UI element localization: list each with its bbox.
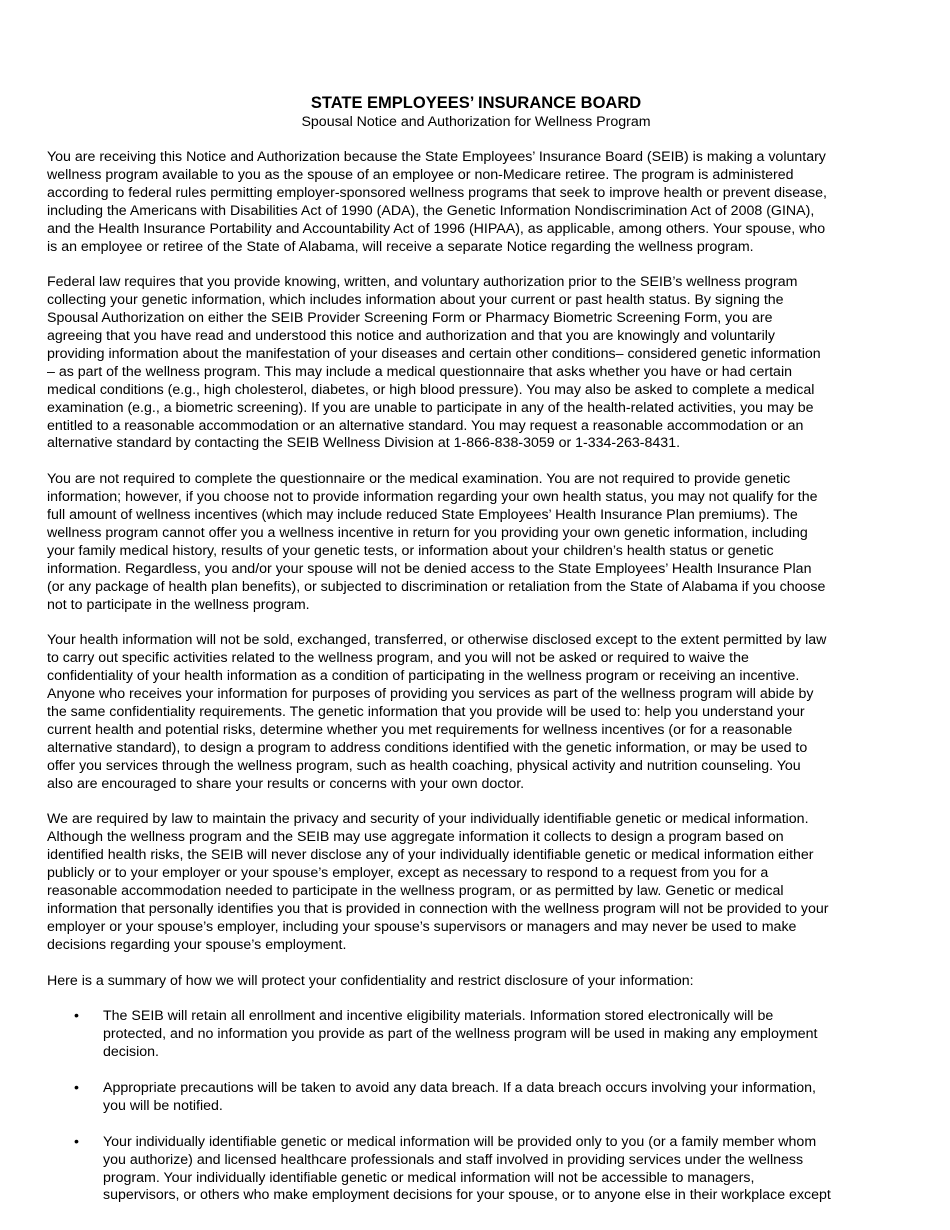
- paragraph-line: your family medical history, results of your genetic tests, or information about your children’s health status or genetic: [47, 542, 774, 559]
- bullet-icon: •: [74, 1080, 79, 1097]
- page-title: STATE EMPLOYEES’ INSURANCE BOARD: [310, 94, 642, 112]
- body-paragraph: [47, 471, 905, 614]
- paragraph-line: Here is a summary of how we will protect your confidentiality and restrict disclosure of your information:: [47, 972, 694, 989]
- paragraph-line: medical conditions (e.g., high cholesterol, diabetes, or high blood pressure). You may also be asked to complete a medical: [47, 381, 815, 398]
- paragraph-line: You are receiving this Notice and Authorization because the State Employees’ Insurance Board (SEIB) is making a voluntary: [47, 149, 826, 165]
- bullet-line: The SEIB will retain all enrollment and incentive eligibility materials. Information stored electronically will be: [103, 1008, 774, 1025]
- bullet-line: decision.: [103, 1044, 159, 1061]
- paragraph-line: wellness program cannot offer you a wellness incentive in return for you providing your own genetic information, including: [47, 525, 808, 541]
- page-subtitle: Spousal Notice and Authorization for Wellness Program: [301, 114, 651, 130]
- bullet-line: program. Your individually identifiable genetic or medical information will not be accessible to managers,: [103, 1169, 755, 1186]
- bullet-item: [47, 1008, 905, 1062]
- paragraph-line: examination (e.g., a biometric screening). If you are unable to participate in any of the health-related activities, you may be: [47, 399, 814, 416]
- paragraph-line: employer or your spouse’s employer, including your spouse’s supervisors or managers and may never be used to make: [47, 918, 797, 935]
- paragraph-line: information; however, if you choose not to provide information regarding your own health status, you may not qualify for the: [47, 489, 818, 506]
- bullet-item: [47, 1134, 905, 1206]
- paragraph-line: to carry out specific activities related to the wellness program, and you will not be asked or required to waive the: [47, 650, 749, 667]
- paragraph-line: agreeing that you have read and understood this notice and authorization and that you are knowingly and voluntarily: [47, 328, 775, 345]
- paragraph-line: alternative standard by contacting the SEIB Wellness Division at 1-866-838-3059 or 1-334-263-8431.: [47, 435, 681, 452]
- body-paragraph: [47, 811, 905, 954]
- body-paragraph: [47, 149, 905, 256]
- bullet-line: Appropriate precautions will be taken to avoid any data breach. If a data breach occurs involving your information,: [103, 1080, 816, 1097]
- paragraph-line: – as part of the wellness program. This may include a medical questionnaire that asks whether you have or had certain: [47, 363, 792, 380]
- paragraph-line: alternative standard), to design a program to address conditions identified with the genetic information, or may be used to: [47, 739, 808, 756]
- bullet-line: supervisors, or others who make employment decisions for your spouse, or to anyone else in their workplace except: [103, 1187, 831, 1204]
- paragraph-line: Federal law requires that you provide knowing, written, and voluntary authorization prior to the SEIB’s wellness program: [47, 274, 798, 291]
- paragraph-line: offer you services through the wellness program, such as health coaching, physical activity and nutrition counseling. You: [47, 757, 801, 774]
- paragraph-line: including the Americans with Disabilities Act of 1990 (ADA), the Genetic Information Nondiscrimination Act of 2008 (GINA),: [47, 202, 815, 219]
- paragraph-line: Anyone who receives your information for purposes of providing you services as part of the wellness program will abide by: [47, 686, 814, 703]
- paragraph-line: collecting your genetic information, which includes information about your current or past health status. By signing the: [47, 292, 784, 309]
- bullet-line: you authorize) and licensed healthcare professionals and staff involved in providing services under the wellness: [103, 1151, 804, 1168]
- paragraph-line: also are encouraged to share your results or concerns with your own doctor.: [47, 775, 525, 792]
- paragraph-line: full amount of wellness incentives (which may include reduced State Employees’ Health Insurance Plan premiums). The: [47, 507, 798, 524]
- bullet-icon: •: [74, 1008, 79, 1025]
- body-paragraph: [47, 632, 905, 793]
- paragraph-line: information that personally identifies you that is provided in connection with the wellness program will not be provided to your: [47, 901, 829, 917]
- paragraph-line: (or any package of health plan benefits), or subjected to discrimination or retaliation from the State of Alabama if you choose: [47, 578, 826, 595]
- paragraph-line: Although the wellness program and the SEIB may use aggregate information it collects to design a program based on: [47, 829, 784, 846]
- paragraph-line: decisions regarding your spouse’s employment.: [47, 936, 347, 953]
- paragraph-line: current health and potential risks, determine whether you met requirements for wellness incentives (or for a reasonable: [47, 721, 793, 738]
- paragraph-line: according to federal rules permitting employer-sponsored wellness programs that seek to improve health or prevent disease,: [47, 184, 827, 201]
- paragraph-line: and the Health Insurance Portability and Accountability Act of 1996 (HIPAA), as applicable, among others. Your spouse, who: [47, 220, 826, 237]
- bullet-line: Your individually identifiable genetic or medical information will be provided only to you (or a family member whom: [103, 1133, 817, 1150]
- body-paragraph: [47, 274, 905, 453]
- confidentiality-bullet-list: [47, 1008, 905, 1205]
- paragraph-line: reasonable accommodation needed to participate in the wellness program, or as permitted by law. Genetic or medical: [47, 883, 784, 900]
- body-paragraphs: [47, 149, 905, 991]
- paragraph-line: publicly or to your employer or your spouse’s employer, except as necessary to respond to a request from you for a: [47, 865, 769, 882]
- bullet-icon: •: [74, 1133, 79, 1150]
- paragraph-line: not to participate in the wellness program.: [47, 596, 310, 613]
- paragraph-line: Spousal Authorization on either the SEIB Provider Screening Form or Pharmacy Biometric Screening Form, you are: [47, 310, 773, 327]
- paragraph-line: is an employee or retiree of the State of Alabama, will receive a separate Notice regarding the wellness program.: [47, 238, 754, 255]
- body-paragraph: [47, 973, 905, 991]
- paragraph-line: identified health risks, the SEIB will never disclose any of your individually identifiable genetic or medical information either: [47, 847, 814, 864]
- paragraph-line: information. Regardless, you and/or your spouse will not be denied access to the State Employees’ Health Insurance Plan: [47, 560, 812, 577]
- paragraph-line: confidentiality of your health information as a condition of participating in the wellness program or receiving an incentive.: [47, 668, 800, 685]
- bullet-item: [47, 1080, 905, 1116]
- paragraph-line: You are not required to complete the questionnaire or the medical examination. You are not required to provide genetic: [47, 471, 791, 488]
- paragraph-line: wellness program available to you as the spouse of an employee or non-Medicare retiree. The program is administered: [47, 166, 794, 183]
- paragraph-line: providing information about the manifestation of your diseases and certain other conditions– considered genetic information: [47, 345, 821, 362]
- paragraph-line: the same confidentiality requirements. The genetic information that you provide will be used to: help you understand your: [47, 704, 805, 721]
- paragraph-line: We are required by law to maintain the privacy and security of your individually identifiable genetic or medical information.: [47, 811, 809, 828]
- bullet-line: you will be notified.: [103, 1097, 223, 1114]
- document-page: [47, 94, 905, 1223]
- bullet-line: protected, and no information you provide as part of the wellness program will be used in making any employment: [103, 1026, 818, 1043]
- paragraph-line: entitled to a reasonable accommodation or an alternative standard. You may request a reasonable accommodation or an: [47, 417, 804, 434]
- paragraph-line: Your health information will not be sold, exchanged, transferred, or otherwise disclosed except to the extent permitted by law: [47, 632, 827, 649]
